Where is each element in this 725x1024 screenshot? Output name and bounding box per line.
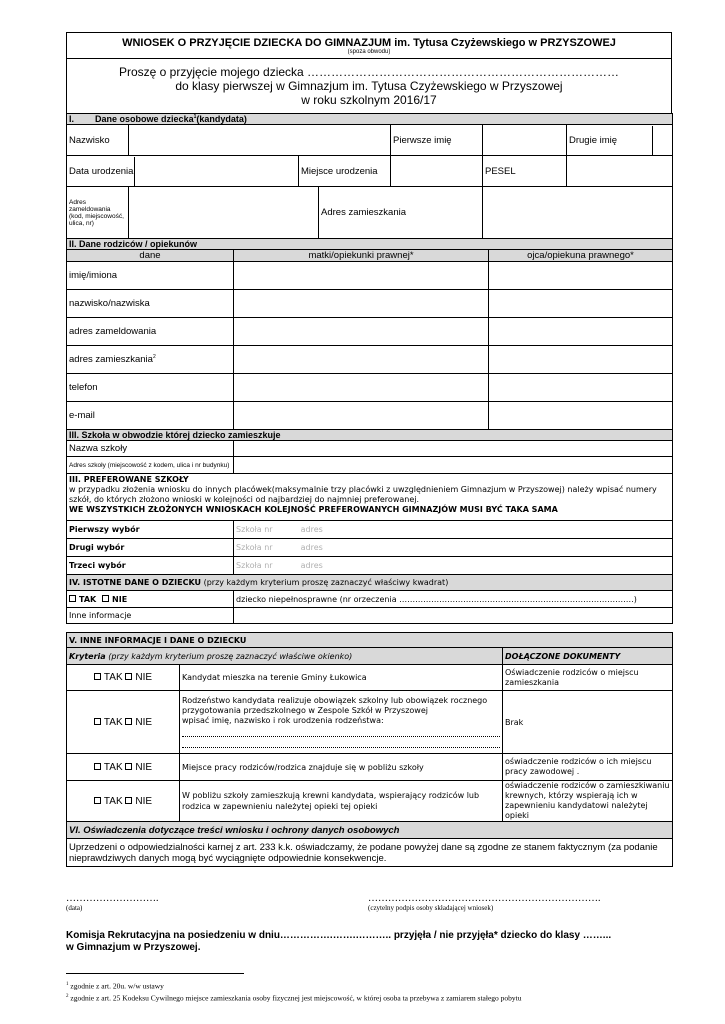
footnote-separator — [66, 973, 244, 974]
input-nazwa-szkoly[interactable] — [234, 441, 673, 457]
input-adres-szkoly[interactable] — [234, 457, 673, 474]
nie-label: NIE — [135, 716, 153, 728]
criterion-doc: oświadczenie rodziców o ich miejscu pracy zawodowej . — [503, 754, 673, 781]
sibling-input-line-2[interactable] — [182, 739, 500, 748]
nie-label: NIE — [135, 795, 153, 807]
nie-label: NIE — [135, 761, 153, 773]
parent-row-label: nazwisko/nazwiska — [67, 290, 234, 318]
input-mother-nazwisko[interactable] — [234, 290, 489, 318]
choice-addr-placeholder: adres — [300, 525, 323, 534]
label-data-urodzenia: Data urodzenia — [67, 157, 135, 186]
section4-table — [66, 574, 673, 624]
nie-checkbox[interactable] — [125, 673, 132, 680]
preferred-schools-desc: w przypadku złożenia wniosku do innych placówek(maksymalnie trzy placówki z uwzględnieniem Gimnazjum w Przyszowej) należy wpisać numery szkół, do których złożono wnioski w kolejności od najbardziej do najmniej preferowanej. — [69, 485, 657, 504]
tak-label: TAK — [79, 594, 97, 604]
commission-text — [66, 930, 672, 954]
sibling-input-line-1[interactable] — [182, 728, 500, 737]
preferred-schools-info — [67, 474, 673, 521]
drugie-imie-cell — [567, 125, 673, 156]
form-subtitle: (spoza obwodu) — [347, 48, 391, 55]
col-matki: matki/opiekunki prawnej* — [234, 250, 489, 262]
input-pierwsze-imie[interactable] — [483, 125, 567, 156]
footnote-2: $^2$ zgodnie z art. 25 Kodeksu Cywilnego miejsce zamieszkania osoby fizycznej jest miejscowość, w której osoba ta przebywa z zamiarem stałego pobytu — [66, 993, 522, 1002]
nie-label: NIE — [112, 594, 128, 604]
criterion-text: Miejsce pracy rodziców/rodzica znajduje się w pobliżu szkoły — [180, 754, 503, 781]
input-adres-zamieszkania[interactable] — [483, 187, 673, 239]
nie-checkbox[interactable] — [125, 718, 132, 725]
footnotes — [66, 980, 672, 1003]
sign-label: (czytelny podpis osoby składającej wniosek) — [368, 904, 494, 912]
criteria-header — [67, 648, 503, 665]
col-ojca: ojca/opiekuna prawnego* — [489, 250, 673, 262]
input-adres-zameldowania[interactable] — [129, 187, 319, 239]
section5-table — [66, 632, 673, 867]
header-table — [66, 32, 672, 114]
parent-row-label: telefon — [67, 374, 234, 402]
label-adres-zamieszkania: Adres zamieszkania — [319, 187, 483, 239]
criteria-head: Kryteria — [69, 651, 106, 661]
nie-checkbox[interactable] — [125, 797, 132, 804]
criterion-tak-nie — [67, 691, 180, 754]
tak-checkbox[interactable] — [94, 718, 101, 725]
docs-header: DOŁĄCZONE DOKUMENTY — [503, 648, 673, 665]
criterion-text-2: wpisać imię, nazwisko i rok urodzenia rodzeństwa: — [182, 716, 384, 725]
tak-label: TAK — [103, 795, 123, 807]
data-urodzenia-cell — [67, 156, 299, 187]
commission-line2: w Gimnazjum w Przyszowej. — [66, 942, 201, 953]
input-inne-informacje[interactable] — [234, 608, 673, 624]
nie-checkbox[interactable] — [102, 595, 109, 602]
criterion-text: Rodzeństwo kandydata realizuje obowiązek szkolny lub obowiązek rocznego przygotowania przedszkolnego w Zespole Szkół w Przyszowej — [182, 696, 488, 715]
sign-dots[interactable]: ……………………………………………………………. — [368, 893, 601, 904]
section5-header: V. INNE INFORMACJE I DANE O DZIECKU — [67, 633, 673, 648]
nie-checkbox[interactable] — [125, 763, 132, 770]
label-nazwisko: Nazwisko — [67, 125, 129, 156]
tak-label: TAK — [103, 672, 123, 683]
input-mother-adres-zamieszkania[interactable] — [234, 346, 489, 374]
tak-nie-cell — [67, 591, 234, 608]
niepelnosprawne-text[interactable]: dziecko niepełnosprawne (nr orzeczenia …………………………………………………………………………….) — [234, 591, 673, 608]
tak-checkbox[interactable] — [94, 763, 101, 770]
parent-row-label: adres zamieszkania — [69, 354, 153, 366]
intro-line3: w roku szkolnym 2016/17 — [301, 93, 437, 107]
section6-header: VI. Oświadczenia dotyczące treści wniosku i ochrony danych osobowych — [67, 822, 673, 839]
tak-checkbox[interactable] — [69, 595, 76, 602]
section4-title-suffix: (przy każdym kryterium proszę zaznaczyć właściwy kwadrat) — [203, 578, 449, 587]
choice-school-placeholder: Szkoła nr — [236, 561, 273, 570]
input-data-urodzenia[interactable] — [135, 157, 298, 186]
choice-label: Trzeci wybór — [67, 557, 234, 575]
form-page — [66, 32, 672, 867]
col-dane: dane — [67, 250, 234, 262]
tak-checkbox[interactable] — [94, 797, 101, 804]
section2-header: II. Dane rodziców / opiekunów — [67, 239, 673, 250]
nie-label: NIE — [135, 672, 153, 683]
preferred-schools-title: III. PREFEROWANE SZKOŁY — [69, 475, 189, 484]
input-mother-imie[interactable] — [234, 262, 489, 290]
label-drugie-imie: Drugie imię — [567, 126, 653, 155]
footnote-1: $^1$ zgodnie z art. 20u. w/w ustawy — [66, 981, 164, 991]
commission-line1: Komisja Rekrutacyjna na posiedzeniu w dniu…………….…….……….. przyjęła / nie przyjęła* dziecko do klasy ……... — [66, 930, 612, 941]
input-nazwisko[interactable] — [129, 125, 391, 156]
input-father-imie[interactable] — [489, 262, 673, 290]
tak-checkbox[interactable] — [94, 673, 101, 680]
section2-table — [66, 238, 673, 430]
section6-text: Uprzedzeni o odpowiedzialności karnej z art. 233 k.k. oświadczamy, że podane powyżej dane są zgodne ze stanem faktycznym (za podanie nieprawdziwych danych mogą być wyciągnięte odpowiednie konsekwencje. — [67, 839, 673, 867]
input-pesel[interactable] — [567, 156, 673, 187]
section4-title: IV. ISTOTNE DANE O DZIECKU — [69, 578, 202, 587]
input-father-nazwisko[interactable] — [489, 290, 673, 318]
input-choice-2[interactable] — [234, 539, 673, 557]
section4-header — [67, 575, 673, 591]
date-signature — [66, 894, 159, 912]
criterion-doc: Oświadczenie rodziców o miejscu zamieszkania — [503, 665, 673, 691]
criterion-text: Kandydat mieszka na terenie Gminy Łukowica — [180, 665, 503, 691]
choice-school-placeholder: Szkoła nr — [236, 543, 273, 552]
label-adres-zameldowania: Adres zameldowania (kod, miejscowość, ulica, nr) — [67, 187, 129, 239]
section1-title: Dane osobowe dziecka — [95, 114, 194, 124]
parent-row-label: e-mail — [67, 402, 234, 430]
tak-label: TAK — [103, 716, 123, 728]
criterion-sibling-cell — [180, 691, 503, 754]
choice-label: Pierwszy wybór — [67, 521, 234, 539]
section1-num: I. — [69, 114, 75, 124]
section3b-table — [66, 473, 673, 575]
label-miejsce-urodzenia: Miejsce urodzenia — [299, 156, 391, 187]
choice-addr-placeholder: adres — [300, 543, 323, 552]
label-pesel: PESEL — [483, 156, 567, 187]
criterion-text: W pobliżu szkoły zamieszkują krewni kandydata, wspierający rodziców lub rodzica w zapewnieniu należytej opieki tej opieki — [180, 781, 503, 822]
form-title: WNIOSEK O PRZYJĘCIE DZIECKA DO GIMNAZJUM im. Tytusa Czyżewskiego w PRZYSZOWEJ — [122, 36, 616, 49]
input-mother-adres-zameldowania[interactable] — [234, 318, 489, 346]
criterion-tak-nie — [67, 754, 180, 781]
section1-title-suffix: (kandydata) — [196, 114, 247, 124]
criterion-tak-nie — [67, 781, 180, 822]
label-pierwsze-imie: Pierwsze imię — [391, 125, 483, 156]
parent-row-label: imię/imiona — [67, 262, 234, 290]
section3-table — [66, 429, 673, 474]
criterion-doc: oświadczenie rodziców o zamieszkiwaniu krewnych, którzy wspierają ich w zapewnieniu kandydatowi należytej opieki — [503, 781, 673, 822]
criteria-suffix: (przy każdym kryterium proszę zaznaczyć właściwe okienko) — [108, 651, 353, 661]
intro-line2: do klasy pierwszej w Gimnazjum im. Tytusa Czyżewskiego w Przyszowej — [175, 79, 563, 93]
section2-footnote-mark: 2 — [152, 353, 156, 360]
input-father-adres-zameldowania[interactable] — [489, 318, 673, 346]
label-nazwa-szkoly: Nazwa szkoły — [67, 441, 234, 457]
section1-header — [67, 114, 673, 125]
tak-label: TAK — [103, 761, 123, 773]
choice-addr-placeholder: adres — [300, 561, 323, 570]
criterion-doc: Brak — [503, 691, 673, 754]
section3-header: III. Szkoła w obwodzie której dziecko zamieszkuje — [67, 430, 673, 441]
choice-label: Drugi wybór — [67, 539, 234, 557]
criterion-tak-nie — [67, 665, 180, 691]
input-miejsce-urodzenia[interactable] — [391, 156, 483, 187]
section1-footnote-mark: 1 — [193, 114, 197, 120]
section1-table — [66, 113, 673, 239]
form-title-cell — [67, 33, 672, 59]
date-dots[interactable]: ………………………. — [66, 893, 159, 904]
intro-cell — [67, 59, 672, 114]
date-label: (data) — [66, 904, 83, 912]
input-drugie-imie[interactable] — [653, 126, 672, 155]
parent-row-label: adres zameldowania — [67, 318, 234, 346]
input-father-adres-zamieszkania[interactable] — [489, 346, 673, 374]
parent-row-label-with-note — [67, 346, 234, 374]
input-mother-email[interactable] — [234, 402, 489, 430]
choice-school-placeholder: Szkoła nr — [236, 525, 273, 534]
preferred-schools-note: WE WSZYSTKICH ZŁOŻONYCH WNIOSKACH KOLEJNOŚĆ PREFEROWANYCH GIMNAZJÓW MUSI BYĆ TAKA SAMA — [69, 505, 558, 514]
input-father-email[interactable] — [489, 402, 673, 430]
label-adres-szkoly: Adres szkoły (miejscowość z kodem, ulica i nr budynku) — [67, 457, 234, 474]
label-inne-informacje: Inne informacje — [67, 608, 234, 624]
input-mother-telefon[interactable] — [234, 374, 489, 402]
input-choice-3[interactable] — [234, 557, 673, 575]
input-father-telefon[interactable] — [489, 374, 673, 402]
intro-line1: Proszę o przyjęcie mojego dziecka …………………………………………………………………… — [118, 65, 620, 79]
input-choice-1[interactable] — [234, 521, 673, 539]
applicant-signature — [368, 894, 601, 912]
